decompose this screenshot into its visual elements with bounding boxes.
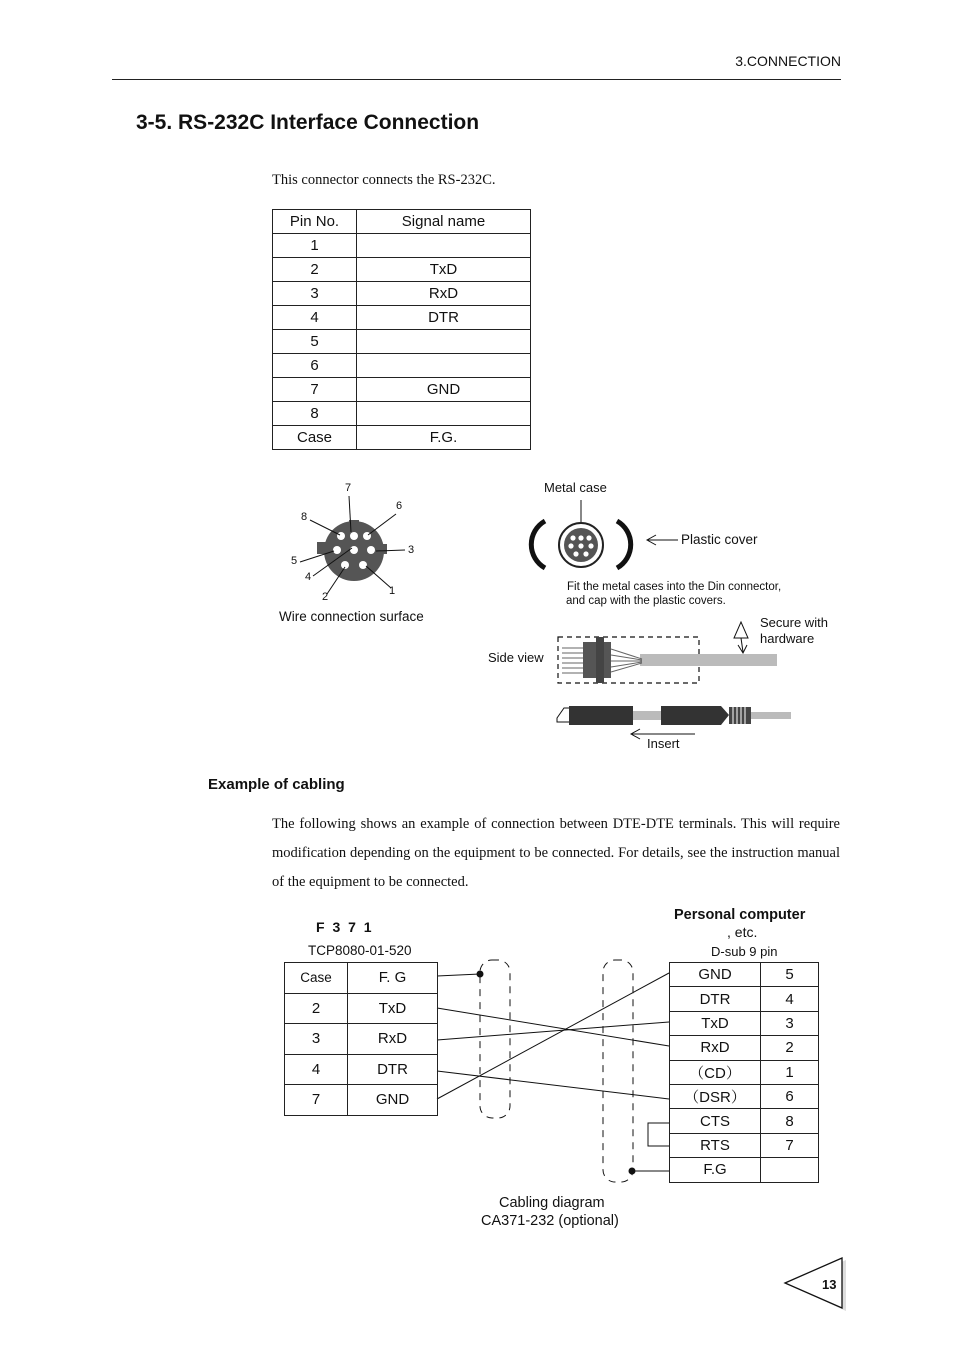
- pin-cell: Case: [285, 963, 348, 994]
- table-row: [670, 1158, 819, 1182]
- signal-cell: TxD: [348, 993, 438, 1024]
- pin-cell: 8: [273, 402, 357, 426]
- signal-cell: RxD: [670, 1036, 761, 1060]
- wire-connection-caption: Wire connection surface: [279, 609, 424, 624]
- page-number: 13: [822, 1277, 837, 1292]
- side-view-assembly-icon: [558, 622, 777, 683]
- left-device-subtitle: TCP8080-01-520: [308, 943, 412, 958]
- fit-note-line-2: and cap with the plastic covers.: [566, 595, 726, 607]
- signal-header-cell: Signal name: [357, 210, 531, 234]
- signal-cell: RTS: [670, 1133, 761, 1157]
- signal-cell: RxD: [348, 1024, 438, 1055]
- cabling-caption-line-2: CA371-232 (optional): [481, 1213, 619, 1229]
- right-connector-table: [669, 962, 819, 1183]
- pin-label: 6: [396, 500, 403, 512]
- signal-cell: F.G.: [357, 426, 531, 450]
- pin-cell: 3: [761, 1011, 819, 1035]
- pin-cell: Case: [273, 426, 357, 450]
- table-row: [285, 1054, 438, 1085]
- table-row: [670, 963, 819, 987]
- pin-cell: 1: [761, 1060, 819, 1084]
- pin-header-cell: Pin No.: [273, 210, 357, 234]
- table-row: [285, 993, 438, 1024]
- pin-cell: 7: [761, 1133, 819, 1157]
- pin-cell: 2: [273, 258, 357, 282]
- signal-cell: DTR: [348, 1054, 438, 1085]
- metal-case-assembly-icon: [531, 500, 678, 568]
- cabling-caption-line-1: Cabling diagram: [499, 1195, 605, 1211]
- table-row: [670, 1133, 819, 1157]
- cabling-wires: [437, 971, 669, 1174]
- signal-cell: DTR: [357, 306, 531, 330]
- fit-note-line-1: Fit the metal cases into the Din connector,: [567, 581, 782, 593]
- cable-shield-dashes: [480, 960, 633, 1182]
- pin-cell: 4: [285, 1054, 348, 1085]
- table-row: [670, 1011, 819, 1035]
- pin-cell: 3: [285, 1024, 348, 1055]
- section-title: 3-5. RS-232C Interface Connection: [136, 111, 480, 134]
- pin-cell: 5: [273, 330, 357, 354]
- table-row: [285, 963, 438, 994]
- table-row: [285, 1085, 438, 1116]
- signal-cell: F.G: [670, 1158, 761, 1182]
- pin-cell: 6: [273, 354, 357, 378]
- pin-label: 8: [301, 511, 308, 523]
- plastic-cover-label: Plastic cover: [681, 532, 758, 547]
- signal-cell: RxD: [357, 282, 531, 306]
- right-device-title-suffix: , etc.: [727, 924, 758, 940]
- right-device-title: Personal computer: [674, 907, 806, 923]
- pin-cell: 4: [761, 987, 819, 1011]
- pin-label: 3: [408, 544, 415, 556]
- pin-cell: 8: [761, 1109, 819, 1133]
- pin-label: 1: [389, 585, 396, 597]
- example-heading: Example of cabling: [208, 776, 345, 793]
- signal-cell: （CD）: [670, 1060, 761, 1084]
- pin-label: 5: [291, 555, 298, 567]
- signal-cell: TxD: [357, 258, 531, 282]
- left-device-title: F 3 7 1: [316, 919, 374, 935]
- secure-label-line-2: hardware: [760, 631, 815, 646]
- pin-cell: 2: [285, 993, 348, 1024]
- pin-cell: 7: [273, 378, 357, 402]
- signal-cell: F. G: [348, 963, 438, 994]
- table-row: [670, 1036, 819, 1060]
- pin-cell: 2: [761, 1036, 819, 1060]
- pin-cell: 1: [273, 234, 357, 258]
- signal-cell: DTR: [670, 987, 761, 1011]
- left-connector-table: [284, 962, 438, 1116]
- insert-label: Insert: [647, 736, 680, 751]
- signal-cell: GND: [670, 963, 761, 987]
- signal-cell: TxD: [670, 1011, 761, 1035]
- pin-label: 2: [322, 591, 329, 603]
- right-device-subtitle: D-sub 9 pin: [711, 944, 778, 959]
- signal-cell: （DSR）: [670, 1084, 761, 1108]
- secure-label-line-1: Secure with: [760, 615, 828, 630]
- pin-label: 4: [305, 571, 312, 583]
- din-connector-face-icon: [300, 496, 405, 594]
- table-row: [285, 1024, 438, 1055]
- insert-assembly-icon: [557, 706, 791, 739]
- pin-cell: 6: [761, 1084, 819, 1108]
- pin-cell: 3: [273, 282, 357, 306]
- table-row: [670, 1060, 819, 1084]
- table-row: [670, 1084, 819, 1108]
- signal-cell: GND: [348, 1085, 438, 1116]
- signal-cell: GND: [357, 378, 531, 402]
- intro-text: This connector connects the RS-232C.: [272, 172, 496, 188]
- table-row: [670, 1109, 819, 1133]
- section-header: 3.CONNECTION: [735, 53, 841, 69]
- page-number-arrow-icon: [785, 1258, 846, 1311]
- pin-cell: 4: [273, 306, 357, 330]
- pin-cell: [761, 1158, 819, 1182]
- example-paragraph: The following shows an example of connection between DTE-DTE terminals. This will require modification depending on the equipment to be connected. For details, see the instruction manual of the equipment to be connected.: [272, 816, 840, 890]
- metal-case-label: Metal case: [544, 480, 607, 495]
- pin-cell: 5: [761, 963, 819, 987]
- signal-cell: CTS: [670, 1109, 761, 1133]
- pin-label: 7: [345, 482, 352, 494]
- pin-cell: 7: [285, 1085, 348, 1116]
- side-view-label: Side view: [488, 650, 544, 665]
- table-row: [670, 987, 819, 1011]
